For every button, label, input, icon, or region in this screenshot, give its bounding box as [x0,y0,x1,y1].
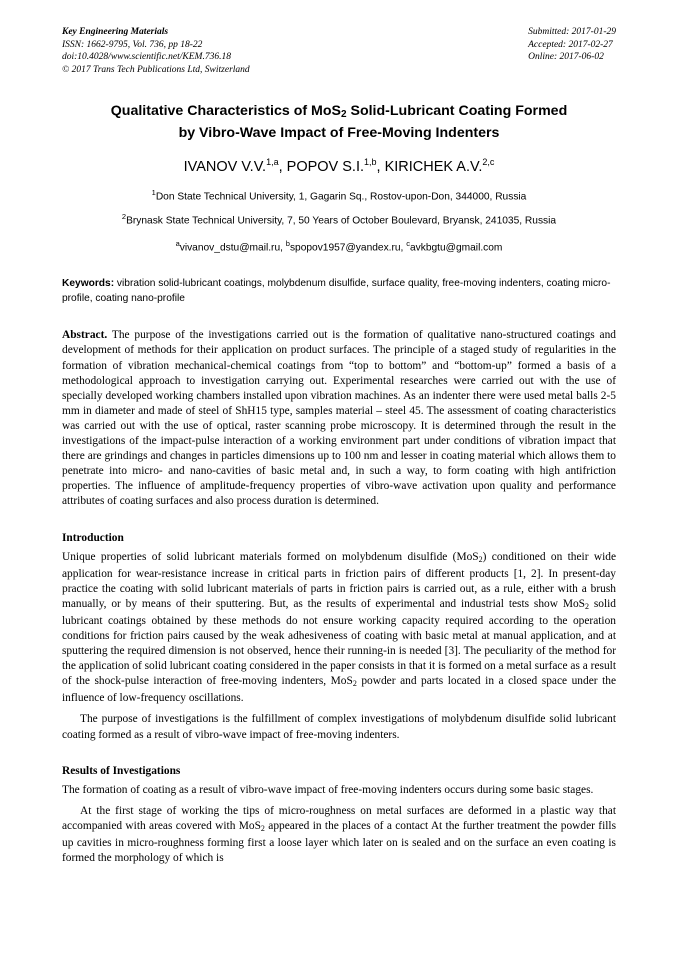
section-heading: Introduction [62,531,124,544]
author-sep-1: , [278,159,287,176]
paragraph-text: Unique properties of solid lubricant materials formed on molybdenum disulfide (MoS [62,550,479,563]
keywords-label: Keywords: [62,278,115,290]
formula-subscript: 2 [478,554,483,564]
paragraph-text: appeared in the places of a contact At the further treatment the powder fills up cavities in micro-roughness forming first a loose layer which later on is sealed and on the surface an even coating is formed the morphology of which is [62,819,616,864]
email-c-marker: c [406,238,410,248]
paragraph-text: The formation of coating as a result of vibro-wave impact of free-moving indenters occurs during some basic stages. [62,783,594,796]
sections-container [62,532,616,867]
email-a[interactable]: vivanov_dstu@mail.ru, [179,242,286,254]
author-emails [62,239,616,253]
accepted-date: Accepted: 2017-02-27 [528,39,613,50]
title-line1-part2: Solid-Lubricant Coating Formed [346,103,568,120]
title-line2: by Vibro-Wave Impact of Free-Moving Indenters [178,125,500,142]
author-1-name: IVANOV V.V. [183,159,267,176]
author-3-name: KIRICHEK A.V. [384,159,483,176]
copyright-line: © 2017 Trans Tech Publications Ltd, Switzerland [62,64,250,75]
formula-subscript: 2 [584,601,589,611]
affiliation-2 [62,212,616,226]
author-sep-2: , [376,159,385,176]
paragraph [62,550,616,707]
paragraph-text: At the first stage of working the tips of micro-roughness on metal surfaces are deformed in a plastic way that accompanied with areas covered with MoS [62,804,616,832]
email-a-marker: a [175,238,180,248]
journal-name: Key Engineering Materials [62,27,169,37]
page-header [62,26,616,76]
affiliation-2-text: Brynask State Technical University, 7, 50 Years of October Boulevard, Bryansk, 241035, Russia [126,214,557,226]
author-2-name: POPOV S.I. [286,159,365,176]
submitted-date: Submitted: 2017-01-29 [528,27,616,37]
page-title [62,102,616,143]
online-date: Online: 2017-06-02 [528,52,604,63]
paragraph [62,712,616,742]
paragraph [62,783,616,798]
abstract-block [62,328,616,509]
keywords-text: vibration solid-lubricant coatings, molybdenum disulfide, surface quality, free-moving indenters, coating micro-profile, coating nano-profile [62,278,611,304]
affiliation-2-marker: 2 [121,211,127,221]
doi-line: doi:10.4028/www.scientific.net/KEM.736.18 [62,52,231,63]
affiliation-1 [62,188,616,202]
paragraph-text: solid lubricant coatings obtained by these methods do not ensure working capacity required according to the operation conditions for friction pairs caused by the weak adhesiveness of coating with basic metal at manual application, and at sputtering the required dimension is not observed, hence their running-in is needed [3]. The peculiarity of the method for the application of solid lubricant coating considered in the paper consists in that it is formed on a metal surface as a result of the shock-pulse interaction of free-moving indenters, MoS [62,597,616,688]
abstract-label: Abstract. [62,329,108,342]
title-line1-part1: Qualitative Characteristics of MoS [110,103,341,120]
formula-subscript: 2 [260,823,265,833]
author-3-affil-marker: 2,c [482,157,495,168]
email-b[interactable]: spopov1957@yandex.ru, [289,242,407,254]
header-right [528,26,616,76]
section-heading: Results of Investigations [62,764,181,777]
affiliation-1-marker: 1 [151,188,156,198]
email-b-marker: b [285,238,290,248]
paragraph-text: powder and parts located in a closed space under the influence of low-frequency oscillations. [62,675,616,705]
paragraph-text: ) conditioned on their wide application for wear-resistance increase in critical parts in friction pairs of different products [1, 2]. In present-day practice the coating with solid lubricant materials of parts in friction pairs is carried out, as a rule, either with a brush manually, or by means of their sputtering. But, as the results of experimental and industrial tests show MoS [62,550,617,610]
keywords-block [62,277,616,306]
author-2-affil-marker: 1,b [364,157,377,168]
paragraph-text: The purpose of investigations is the fulfillment of complex investigations of molybdenum disulfide solid lubricant coating formed as a result of vibro-wave impact of free-moving indenters. [62,713,616,741]
header-left [62,26,250,76]
abstract-text: The purpose of the investigations carried out is the formation of qualitative nano-structured coatings and development of methods for their application on product surfaces. The principle of a staged study of regularities in the formation of vibration mechanical-chemical coatings from “top to bottom” and “bottom-up” formed a basis of a methodological approach to investigation carrying out. Experimental researches were carried out with the use of specially developed working chambers installed upon vibration machines. As an indenter there were used metal balls 2-5 mm in diameter and made of steel of ShH15 type, samples material – steel 45. The assessment of coating characteristics was carried out with the use of optical, raster scanning probe microscopy. It is determined through the result in the investigations of the impact-pulse interaction of a working environment part under conditions of vibration impact that there are grindings and changes in particles dimensions up to 100 nm and lesser in coating material which allows them to penetrate into micro- and nano-cavities of basic metal and, in such a way, to form coating with high antifriction properties. The influence of amplitude-frequency properties of vibro-wave activation upon quality and performance attributes of coating surfaces and also process duration is determined. [62,329,616,508]
affiliation-1-text: Don State Technical University, 1, Gagarin Sq., Rostov-upon-Don, 344000, Russia [155,191,527,203]
author-list [62,157,616,175]
formula-subscript: 2 [352,679,357,689]
email-c[interactable]: avkbgtu@gmail.com [409,242,503,254]
issn-line: ISSN: 1662-9795, Vol. 736, pp 18-22 [62,39,203,50]
paragraph [62,804,616,866]
author-1-affil-marker: 1,a [266,157,279,168]
title-subscript: 2 [340,109,347,121]
